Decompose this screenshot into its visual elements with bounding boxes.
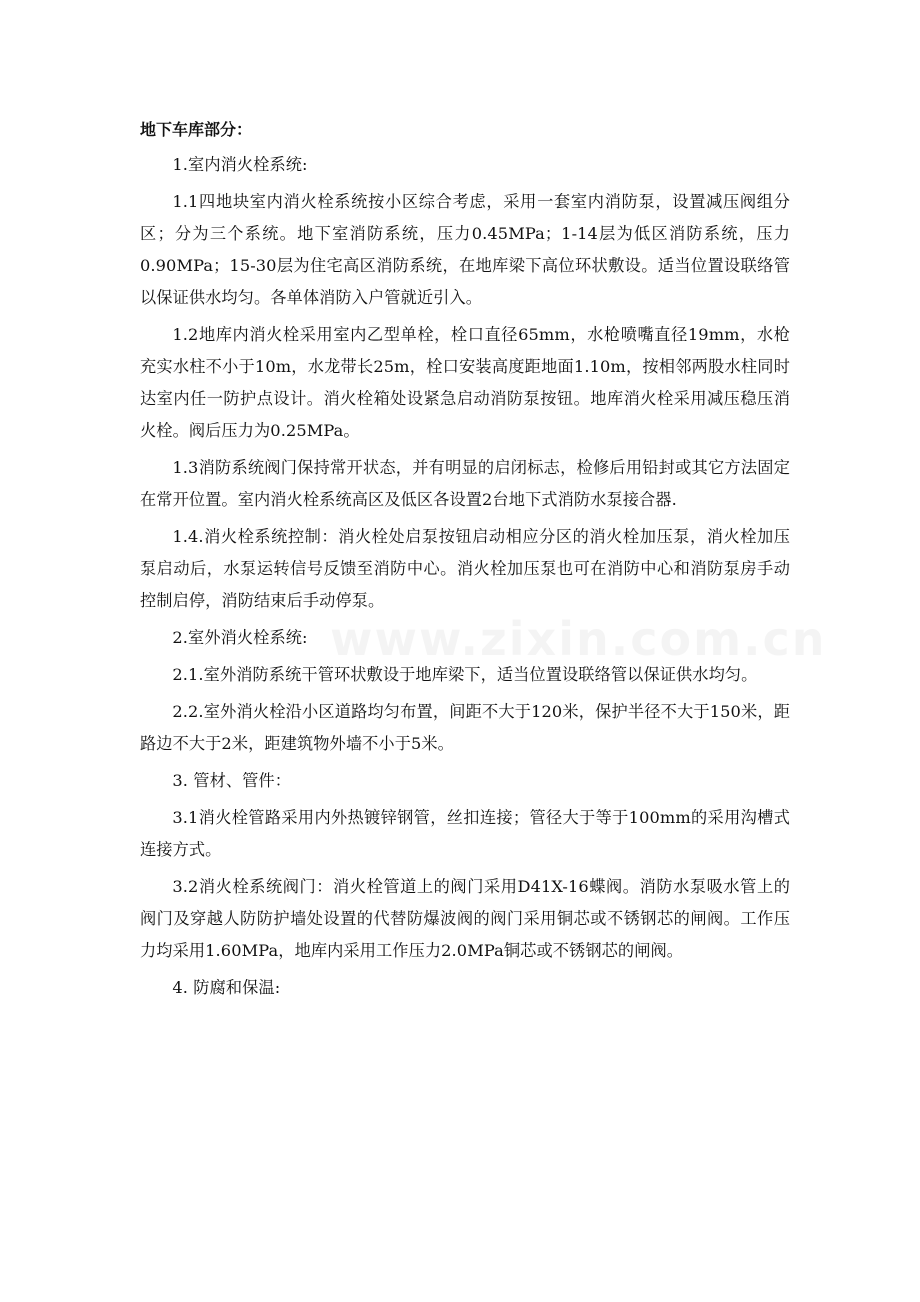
paragraph-2: 2.室外消火栓系统: <box>172 628 308 647</box>
paragraph-1: 1.室内消火栓系统: <box>172 155 308 174</box>
paragraph-1-1: 1.1四地块室内消火栓系统按小区综合考虑，采用一套室内消防泵，设置减压阀组分区；分为三个系统。地下室消防系统，压力0.45MPa；1-14层为低区消防系统，压力0.90MPa；15-30层为住宅高区消防系统，在地库梁下高位环状敷设。适当位置设联络管以保证供水均匀。各单体消防入户管就近引入。 <box>140 192 790 307</box>
section-heading: 地下车库部分： <box>140 120 253 139</box>
paragraph-4: 4. 防腐和保温: <box>172 978 281 997</box>
paragraph-3-2: 3.2消火栓系统阀门：消火栓管道上的阀门采用D41X-16蝶阀。消防水泵吸水管上的阀门及穿越人防防护墙处设置的代替防爆波阀的阀门采用铜芯或不锈钢芯的闸阀。工作压力均采用1.60MPa，地库内采用工作压力2.0MPa铜芯或不锈钢芯的闸阀。 <box>140 877 790 960</box>
paragraph-3: 3. 管材、管件： <box>172 771 292 790</box>
paragraph-1-4: 1.4.消火栓系统控制：消火栓处启泵按钮启动相应分区的消火栓加压泵，消火栓加压泵启动后，水泵运转信号反馈至消防中心。消火栓加压泵也可在消防中心和消防泵房手动控制启停，消防结束后手动停泵。 <box>140 527 790 610</box>
paragraph-2-1: 2.1.室外消防系统干管环状敷设于地库梁下，适当位置设联络管以保证供水均匀。 <box>172 665 758 684</box>
paragraph-1-2: 1.2地库内消火栓采用室内乙型单栓，栓口直径65mm，水枪喷嘴直径19mm，水枪充实水柱不小于10m，水龙带长25m，栓口安装高度距地面1.10m，按相邻两股水柱同时达室内任一防护点设计。消火栓箱处设紧急启动消防泵按钮。地库消火栓采用减压稳压消火栓。阀后压力为0.25MPa。 <box>140 325 790 440</box>
document-body <box>140 112 790 1009</box>
paragraph-3-1: 3.1消火栓管路采用内外热镀锌钢管，丝扣连接；管径大于等于100mm的采用沟槽式连接方式。 <box>140 808 790 859</box>
paragraph-1-3: 1.3消防系统阀门保持常开状态，并有明显的启闭标志，检修后用铅封或其它方法固定在常开位置。室内消火栓系统高区及低区各设置2台地下式消防水泵接合器. <box>140 458 790 509</box>
paragraph-2-2: 2.2.室外消火栓沿小区道路均匀布置，间距不大于120米，保护半径不大于150米，距路边不大于2米，距建筑物外墙不小于5米。 <box>140 702 790 753</box>
